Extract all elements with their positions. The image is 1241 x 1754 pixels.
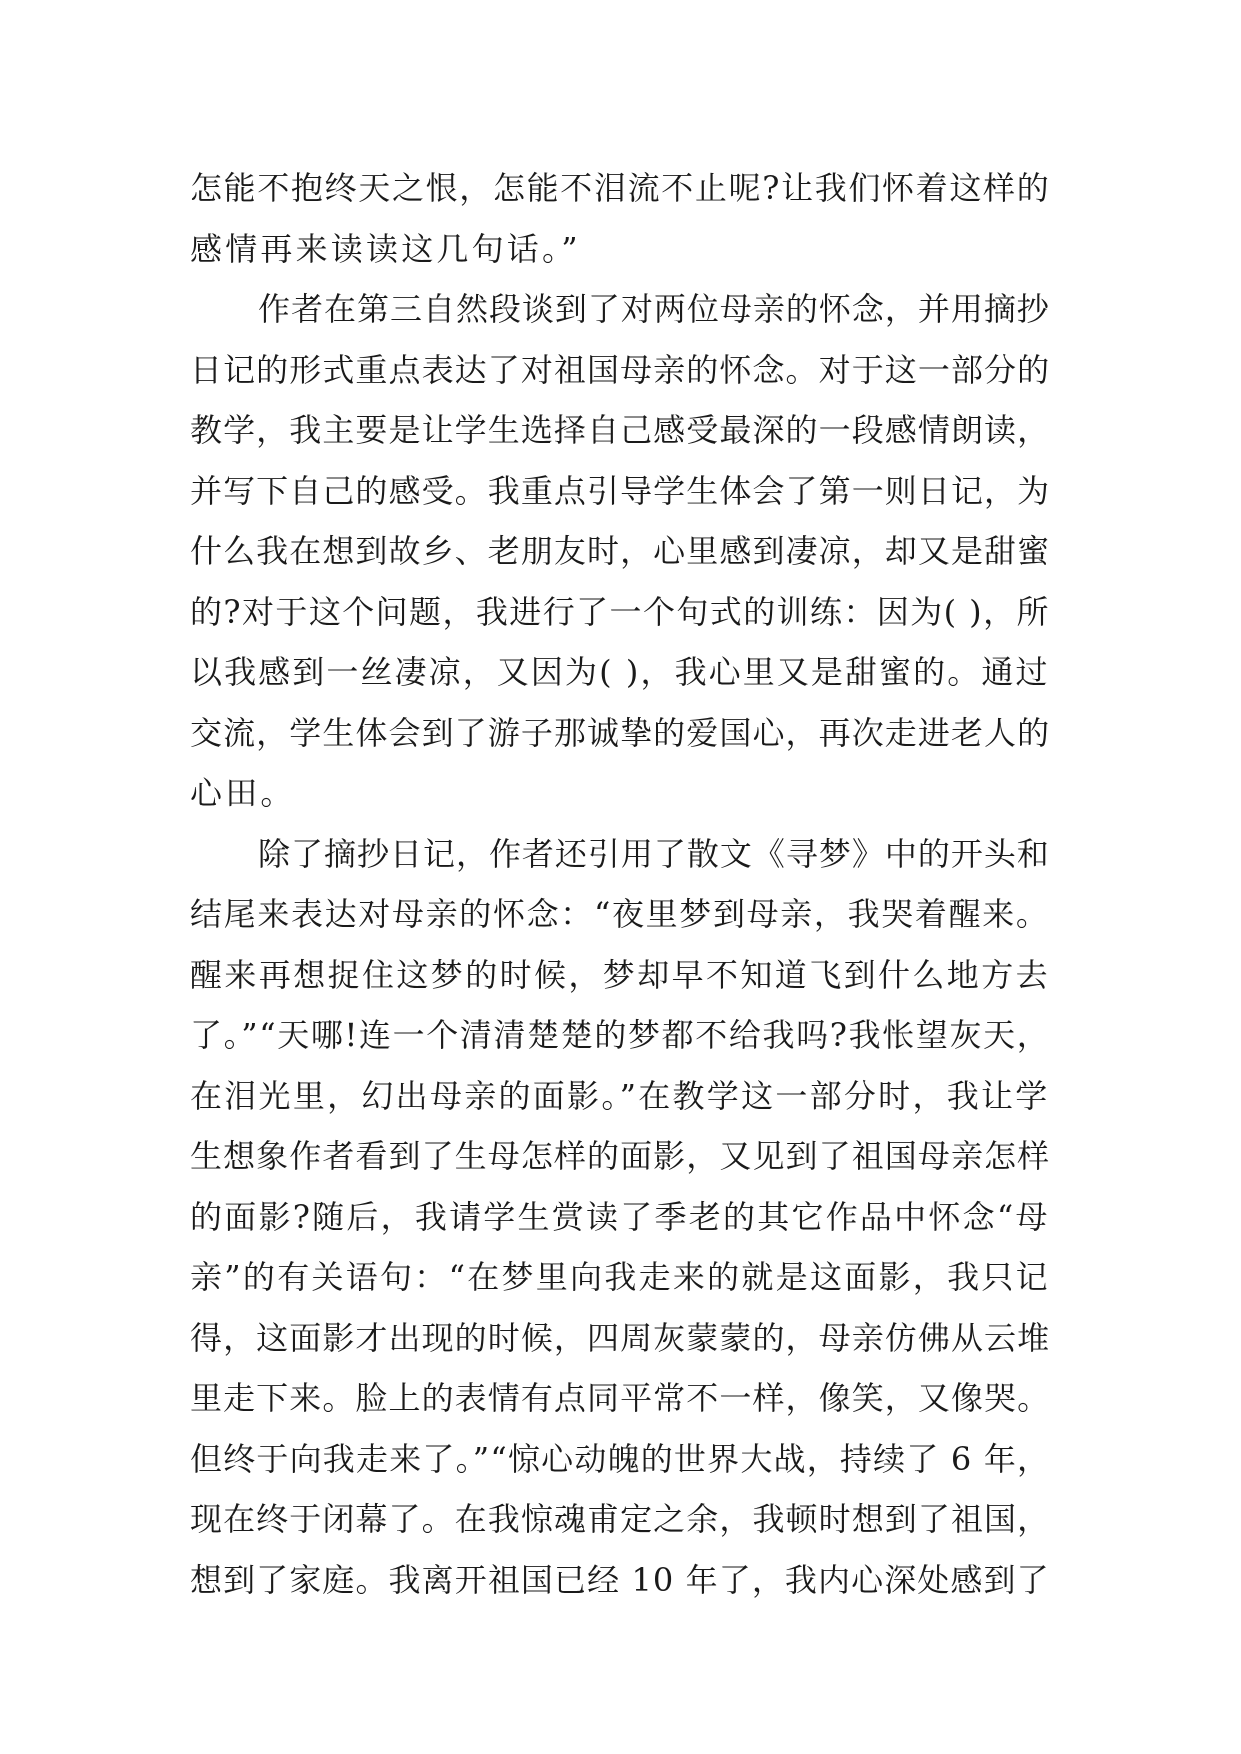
text-line: 醒来再想捉住这梦的时候，梦却早不知道飞到什么地方去	[190, 955, 1051, 994]
text-line: 作者在第三自然段谈到了对两位母亲的怀念，并用摘抄	[258, 290, 1050, 328]
text-line: 在泪光里，幻出母亲的面影。”在教学这一部分时，我让学	[190, 1076, 1050, 1115]
text-line: 得，这面影才出现的时候，四周灰蒙蒙的，母亲仿佛从云堆	[190, 1318, 1051, 1357]
text-line: 了。”“天哪!连一个清清楚楚的梦都不给我吗?我怅望灰天，	[190, 1016, 1051, 1054]
text-line: 怎能不抱终天之恨，怎能不泪流不止呢?让我们怀着这样的	[190, 169, 1051, 207]
text-line: 日记的形式重点表达了对祖国母亲的怀念。对于这一部分的	[190, 350, 1051, 389]
text-line: 的面影?随后，我请学生赏读了季老的其它作品中怀念“母	[190, 1197, 1050, 1236]
text-line: 生想象作者看到了生母怎样的面影，又见到了祖国母亲怎样	[190, 1137, 1051, 1175]
text-line: 但终于向我走来了。”“惊心动魄的世界大战，持续了 6 年，	[190, 1439, 1051, 1478]
text-line: 结尾来表达对母亲的怀念：“夜里梦到母亲，我哭着醒来。	[190, 895, 1050, 933]
body-text	[190, 158, 1050, 1610]
text-line: 心田。	[190, 774, 296, 812]
text-line: 的?对于这个问题，我进行了一个句式的训练：因为( )，所	[190, 592, 1050, 631]
text-line: 亲”的有关语句：“在梦里向我走来的就是这面影，我只记	[190, 1258, 1050, 1296]
text-line: 交流，学生体会到了游子那诚挚的爱国心，再次走进老人的	[190, 713, 1051, 752]
text-line: 现在终于闭幕了。在我惊魂甫定之余，我顿时想到了祖国，	[190, 1500, 1051, 1538]
text-line: 以我感到一丝凄凉，又因为( )，我心里又是甜蜜的。通过	[190, 653, 1050, 691]
text-line: 想到了家庭。我离开祖国已经 10 年了，我内心深处感到了	[190, 1560, 1050, 1599]
text-line: 什么我在想到故乡、老朋友时，心里感到凄凉，却又是甜蜜	[190, 532, 1051, 570]
text-line: 里走下来。脸上的表情有点同平常不一样，像笑，又像哭。	[190, 1379, 1051, 1417]
text-line: 除了摘抄日记，作者还引用了散文《寻梦》中的开头和	[258, 834, 1050, 873]
text-line: 感情再来读读这几句话。”	[190, 229, 581, 268]
text-line: 并写下自己的感受。我重点引导学生体会了第一则日记，为	[190, 471, 1051, 510]
text-line: 教学，我主要是让学生选择自己感受最深的一段感情朗读，	[190, 411, 1051, 449]
